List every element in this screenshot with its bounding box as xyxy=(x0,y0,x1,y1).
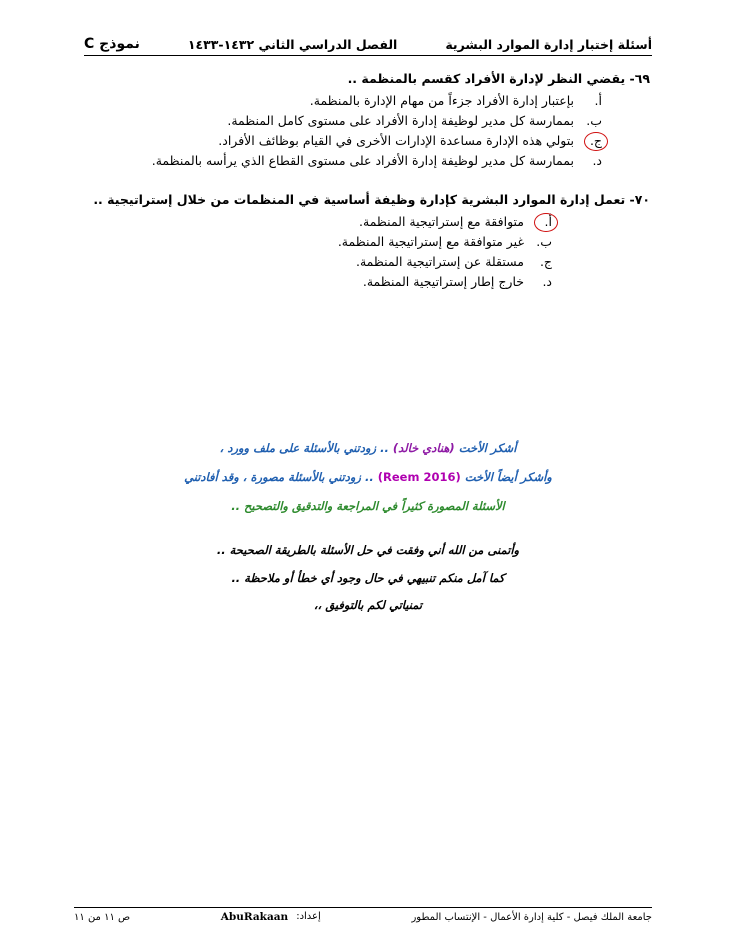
option-text: متوافقة مع إستراتيجية المنظمة. xyxy=(359,213,524,229)
option-text: غير متوافقة مع إستراتيجية المنظمة. xyxy=(337,233,524,249)
options-list xyxy=(100,211,650,291)
option-text: بممارسة كل مدير لوظيفة إدارة الأفراد على مستوى كامل المنظمة. xyxy=(227,112,574,128)
thanks-line-6: تمنياتي لكم بالتوفيق ،، xyxy=(313,598,423,612)
option-letter: د. xyxy=(592,152,602,168)
option-text: بإعتبار إدارة الأفراد جزءاً من مهام الإدارة بالمنظمة. xyxy=(309,92,574,108)
prepared-label: إعداد: xyxy=(296,911,321,922)
option-c xyxy=(100,130,602,150)
option-text: مستقلة عن إستراتيجية المنظمة. xyxy=(356,253,524,269)
option-text: بتولي هذه الإدارة مساعدة الإدارات الأخرى في القيام بوظائف الأفراد. xyxy=(218,132,574,148)
thanks-text: .. زودتني بالأسئلة مصورة ، وقد أفادتني xyxy=(184,470,374,484)
question-70 xyxy=(93,192,650,291)
option-d xyxy=(100,271,552,291)
thanks-line-4: وأتمنى من الله أني وفقت في حل الأسئلة بالطريقة الصحيحة .. xyxy=(216,543,520,557)
option-letter-marked xyxy=(530,214,552,229)
option-letter: ج. xyxy=(539,253,552,269)
contributor-name: (هنادي خالد) xyxy=(392,441,455,455)
footer-prepared-by xyxy=(221,911,321,923)
option-letter: أ. xyxy=(594,92,602,108)
thanks-text: .. زودتني بالأسئلة على ملف وورد ، xyxy=(219,441,389,455)
thanks-line-1 xyxy=(0,441,736,455)
question-title: ٦٩- يقضي النظر لإدارة الأفراد كقسم بالمنظمة .. xyxy=(347,71,650,86)
contributor-name: (Reem 2016) xyxy=(377,470,461,484)
correct-answer-circle xyxy=(584,132,608,151)
question-title: ٧٠- تعمل إدارة الموارد البشرية كإدارة وظيفة أساسية في المنظمات من خلال إستراتيجية .. xyxy=(93,192,650,207)
option-a xyxy=(100,211,552,231)
option-b xyxy=(100,231,552,251)
page-footer xyxy=(74,907,652,926)
header-semester: الفصل الدراسي الثاني ١٤٣٢-١٤٣٣ xyxy=(187,36,398,52)
question-69 xyxy=(100,71,650,170)
correct-answer-circle xyxy=(534,213,558,232)
option-d xyxy=(100,150,602,170)
option-text: بممارسة كل مدير لوظيفة إدارة الأفراد على مستوى القطاع الذي يرأسه بالمنظمة. xyxy=(151,152,574,168)
option-text: خارج إطار إستراتيجية المنظمة. xyxy=(362,273,524,289)
option-letter-text: ج. xyxy=(589,132,602,148)
thanks-text: وأشكر أيضاً الأخت xyxy=(464,470,552,484)
option-letter-marked xyxy=(580,133,602,148)
option-letter: د. xyxy=(542,273,552,289)
header-model: نموذج C xyxy=(84,36,140,52)
option-letter-text: أ. xyxy=(544,213,552,229)
author-name: AbuRakaan xyxy=(220,911,289,923)
option-c xyxy=(100,251,552,271)
header-course-title: أسئلة إختبار إدارة الموارد البشرية xyxy=(445,36,652,52)
thanks-line-3: الأسئلة المصورة كثيراً في المراجعة والتدقيق والتصحيح .. xyxy=(231,499,505,513)
option-letter: ب. xyxy=(586,112,602,128)
thanks-line-5: كما آمل منكم تنبيهي في حال وجود أي خطأ أو ملاحظة .. xyxy=(231,571,505,585)
options-list xyxy=(100,90,650,170)
footer-university: جامعة الملك فيصل - كلية إدارة الأعمال - الإنتساب المطور xyxy=(411,911,652,923)
thanks-line-2 xyxy=(0,470,736,484)
thanks-text: أشكر الأخت xyxy=(458,441,517,455)
option-b xyxy=(100,110,602,130)
page-number: ص ١١ من ١١ xyxy=(74,911,131,923)
page-header xyxy=(84,33,652,56)
option-letter: ب. xyxy=(536,233,552,249)
option-a xyxy=(100,90,602,110)
